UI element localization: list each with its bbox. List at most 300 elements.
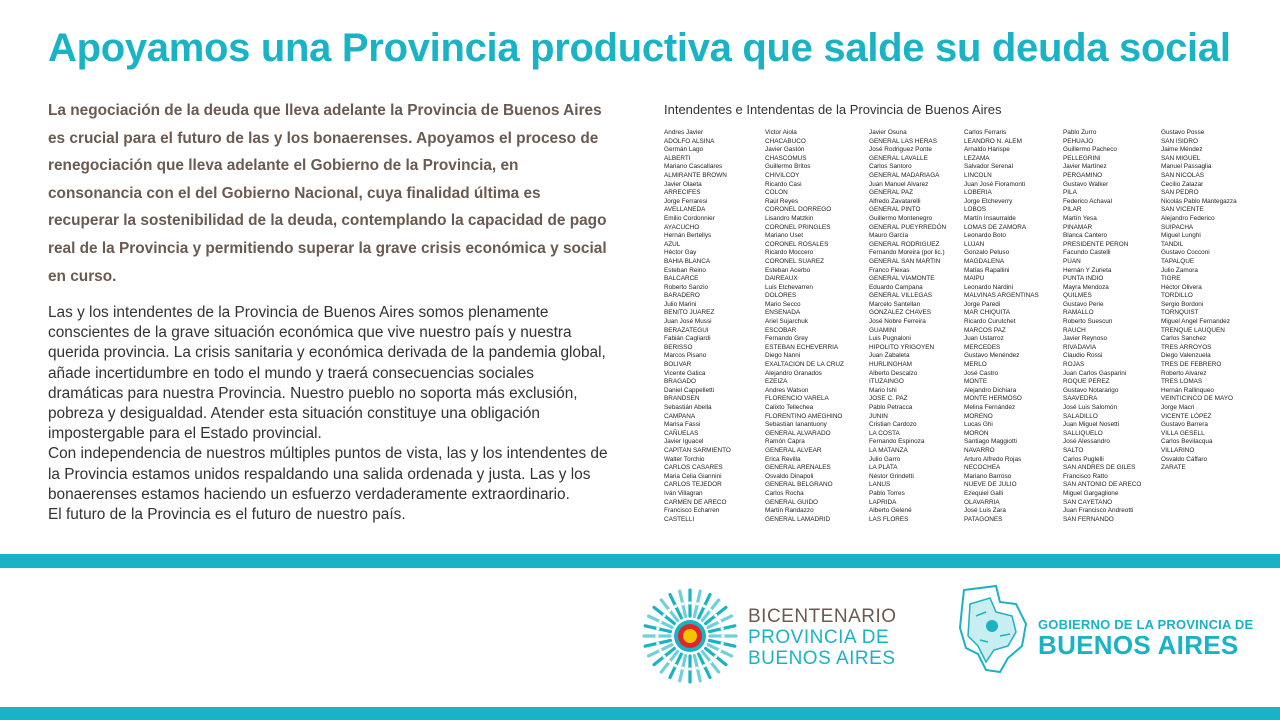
municipality-name: LA COSTA [869, 429, 900, 437]
body-paragraph-2: Con independencia de nuestros múltiples puntos de vista, las y los intendentes de la Provincia estamos unidos respaldando una salida ordenada y justa. Las y los bonaerenses estamos haciendo un esfuerzo verdaderamente extraordinario. [48, 445, 608, 503]
municipality-name: TRES ARROYOS [1161, 343, 1212, 351]
municipality-name: CHACABUCO [765, 137, 806, 145]
mayor-name: Fabián Cagliardi [664, 335, 711, 343]
municipality-name: SALLIQUELO [1063, 429, 1103, 437]
mayor-name: José Luis Zara [964, 507, 1006, 515]
mayor-name: José Alessandro [1063, 438, 1110, 446]
mayor-name: Osvaldo Dinapoli [765, 472, 814, 480]
mayor-name: Ricardo Curutchet [964, 318, 1016, 326]
mayor-name: Jaime Méndez [1161, 146, 1203, 154]
mayor-name: Ezequiel Galli [964, 489, 1004, 497]
municipality-name: GENERAL RODRIGUEZ [869, 240, 940, 248]
municipality-name: ROJAS [1063, 361, 1085, 369]
municipality-name: TANDIL [1161, 240, 1184, 248]
gobierno-line-2: BUENOS AIRES [1038, 630, 1239, 660]
municipality-name: RAUCH [1063, 326, 1086, 334]
municipality-name: ARRECIFES [664, 189, 701, 197]
mayor-name: Fernando Grey [765, 335, 808, 343]
mayor-name: Jorge Etcheverry [964, 197, 1013, 205]
mayor-name: Lucas Ghi [964, 421, 993, 429]
sun-ray-dot [656, 642, 659, 645]
sun-ray-dot [709, 660, 712, 663]
municipality-name: GENERAL SAN MARTIN [869, 257, 941, 265]
mayor-name: Mariano Barroso [964, 472, 1012, 480]
mayors-column-5 [1063, 129, 1141, 524]
mayor-name: Luis Pugnaloni [869, 335, 911, 343]
page-title: Apoyamos una Provincia productiva que salde su deuda social [48, 26, 1231, 70]
bicentenario-line-3: BUENOS AIRES [748, 648, 896, 669]
mayor-name: Melina Fernández [964, 404, 1016, 411]
municipality-name: SAN CAYETANO [1063, 498, 1113, 506]
municipality-name: ALBERTI [664, 154, 691, 162]
municipality-name: BOLIVAR [664, 361, 692, 369]
municipality-name: MONTE [964, 378, 988, 386]
municipality-name: SAN MIGUEL [1161, 154, 1201, 162]
sun-ray-dot [721, 634, 724, 637]
top-divider-band [0, 554, 1280, 568]
municipality-name: SAN FERNANDO [1063, 515, 1114, 523]
municipality-name: BALCARCE [664, 275, 699, 283]
municipality-name: SAAVEDRA [1063, 395, 1098, 403]
mayor-name: Marcelo Santellan [869, 300, 921, 308]
municipality-name: DAIREAUX [765, 275, 798, 283]
municipality-name: SAN VICENTE [1161, 206, 1204, 214]
mayor-name: Francisco Ratto [1063, 472, 1108, 480]
mayor-name: Mariano Cascallares [664, 163, 723, 171]
lead-paragraph: La negociación de la deuda que lleva adelante la Provincia de Buenos Aires es crucial para el futuro de las y los bonaerenses. Apoyamos el proceso de renegociación que lleva adelante el Gobierno de la Provincia, en consonancia con el del Gobierno Nacional, cuya finalidad última es recuperar la sostenibilidad de la deuda, contemplando la capacidad de pago real de la Provincia y permitiendo superar la grave crisis económica y social en curso. [48, 102, 607, 285]
sun-ray-dot [714, 655, 717, 658]
mayor-name: Claudio Rossi [1063, 352, 1103, 360]
mayor-name: José Nobre Ferreira [869, 318, 926, 326]
sun-ray-dot [696, 667, 699, 670]
mayor-name: Javier Reynoso [1063, 335, 1108, 343]
municipality-name: OLAVARRIA [964, 498, 1000, 506]
municipality-name: SALTO [1063, 446, 1084, 454]
mayor-name: Guillermo Pacheco [1063, 146, 1117, 154]
municipality-name: MERCEDES [964, 343, 1001, 351]
municipality-name: VEINTICINCO DE MAYO [1161, 395, 1233, 403]
mayor-name: Arturo Alfredo Rojas [964, 455, 1022, 463]
province-map-icon [956, 584, 1030, 676]
mayor-name: José Rodriguez Ponte [869, 146, 932, 154]
mayor-name: Mario Ishi [869, 386, 897, 394]
sun-ray-dot [663, 655, 666, 658]
municipality-name: LINCOLN [964, 171, 992, 179]
mayor-name: Walter Torchio [664, 455, 705, 463]
mayor-name: Gustavo Perie [1063, 300, 1104, 308]
municipality-name: ESCOBAR [765, 326, 797, 334]
municipality-name: MAR CHIQUITA [964, 309, 1011, 317]
mayor-name: Gustavo Posse [1161, 129, 1205, 136]
sun-ray-dot [721, 627, 724, 630]
mayor-name: Alberto Descalzo [869, 369, 918, 377]
mayor-name: Francisco Echarren [664, 507, 720, 515]
mayor-name: Leonardo Nardini [964, 283, 1014, 291]
mayor-name: Juan Miguel Nosetti [1063, 421, 1120, 429]
mayor-name: Juan José Mussi [664, 318, 712, 326]
municipality-name: COLON [765, 189, 788, 197]
municipality-name: CAÑUELAS [664, 429, 699, 437]
municipality-name: FLORENCIO VARELA [765, 395, 829, 403]
mayor-name: Osvaldo Cáffaro [1161, 455, 1208, 463]
municipality-name: SAN ANTONIO DE ARECO [1063, 481, 1142, 489]
sun-ray-dot [674, 605, 677, 608]
mayor-name: Eduardo Campana [869, 283, 923, 291]
municipality-name: PATAGONES [964, 515, 1003, 523]
mayor-name: Sebastián Abella [664, 404, 712, 411]
mayor-name: Juan Zabaleta [869, 352, 910, 360]
municipality-name: GENERAL PUEYRREDÓN [869, 223, 947, 231]
mayor-name: Alejandro Granados [765, 369, 822, 377]
sun-ray-dot [709, 609, 712, 612]
mayor-name: Julio Garro [869, 455, 901, 463]
municipality-name: LA PLATA [869, 464, 898, 472]
mayor-name: Javier Gastón [765, 146, 805, 154]
municipality-name: TRES LOMAS [1161, 378, 1203, 386]
municipality-name: SAN ANDRES DE GILES [1063, 464, 1136, 472]
municipality-name: ENSENADA [765, 309, 801, 317]
mayor-name: Gustavo Cocconi [1161, 249, 1210, 257]
municipality-name: PRESIDENTE PERON [1063, 240, 1129, 248]
municipality-name: TRES DE FEBRERO [1161, 361, 1222, 369]
municipality-name: SUIPACHA [1161, 223, 1194, 231]
sun-ray-dot [681, 602, 684, 605]
municipality-name: SAN ISIDRO [1161, 137, 1198, 145]
mayor-name: Ariel Sujarchuk [765, 318, 808, 326]
mayor-name: Miguel Gargaglione [1063, 489, 1119, 497]
municipality-name: NAVARRO [964, 446, 995, 454]
mayor-name: Sergio Bordoni [1161, 300, 1204, 308]
mayor-name: Gustavo Barrera [1161, 421, 1208, 429]
mayor-name: Javier Olaeta [664, 180, 702, 188]
mayors-list [664, 129, 1264, 534]
bicentenario-sun-icon [640, 586, 740, 686]
mayor-name: Jorge Ferraresi [664, 197, 708, 205]
municipality-name: GENERAL LAMADRID [765, 515, 831, 523]
municipality-name: JOSE C. PAZ [869, 395, 908, 403]
sun-ray-dot [688, 667, 691, 670]
mayor-name: Marisa Fassi [664, 421, 701, 429]
municipality-name: PUAN [1063, 257, 1081, 265]
municipality-name: PERGAMINO [1063, 171, 1103, 179]
municipality-name: DOLORES [765, 292, 797, 300]
mayor-name: Diego Valenzuela [1161, 352, 1211, 360]
municipality-name: LEZAMA [964, 154, 990, 162]
municipality-name: LEANDRO N. ALEM [964, 137, 1022, 145]
mayor-name: Martín Randazzo [765, 507, 814, 515]
municipality-name: CHIVILCOY [765, 171, 800, 179]
mayor-name: Cecilio Zalazar [1161, 180, 1204, 188]
municipality-name: GENERAL MADARIAGA [869, 171, 940, 179]
municipality-name: CAPITAN SARMIENTO [664, 446, 731, 454]
municipality-name: CAMPANA [664, 412, 696, 420]
municipality-name: CORONEL DORREGO [765, 206, 832, 214]
municipality-name: GENERAL GUIDO [765, 498, 819, 506]
municipality-name: BERISSO [664, 343, 693, 351]
mayor-name: Erica Revilla [765, 455, 801, 463]
municipality-name: ROQUE PEREZ [1063, 378, 1110, 386]
municipality-name: MONTE HERMOSO [964, 395, 1022, 403]
sun-ray-dot [655, 634, 658, 637]
mayor-name: Juan José Fioramonti [964, 180, 1026, 188]
municipality-name: TAPALQUE [1161, 257, 1195, 265]
mayor-name: Daniel Cappelletti [664, 386, 715, 394]
municipality-name: TORDILLO [1161, 292, 1193, 300]
mayor-name: Calixto Tellechea [765, 404, 814, 411]
municipality-name: CORONEL ROSALES [765, 240, 829, 248]
sun-ray-dot [656, 627, 659, 630]
municipality-name: PILAR [1063, 206, 1082, 214]
mayor-name: Franco Flexas [869, 266, 910, 274]
municipality-name: BERAZATEGUI [664, 326, 709, 334]
mayor-name: Carlos Ferraris [964, 129, 1007, 136]
municipality-name: CARMEN DE ARECO [664, 498, 727, 506]
mayor-name: Alejandro Federico [1161, 214, 1215, 222]
municipality-name: BENITO JUAREZ [664, 309, 715, 317]
mayor-name: Roberto Alvarez [1161, 369, 1207, 377]
mayor-name: José Castro [964, 369, 999, 377]
municipality-name: CARLOS TEJEDOR [664, 481, 722, 489]
mayor-name: Andres Watson [765, 386, 809, 394]
mayor-name: Federico Achaval [1063, 197, 1113, 205]
mayor-name: Santiago Maggiotti [964, 438, 1017, 446]
municipality-name: LUJAN [964, 240, 985, 248]
sun-ray-dot [668, 609, 671, 612]
mayor-name: Luis Etchevarren [765, 283, 813, 291]
sun-ray-dot [681, 667, 684, 670]
municipality-name: TRENQUE LAUQUEN [1161, 326, 1225, 334]
mayor-name: Arnaldo Harispe [964, 146, 1010, 154]
bicentenario-line-1: BICENTENARIO [748, 606, 897, 627]
mayor-name: Héctor Gay [664, 249, 697, 257]
mayor-name: Jorge Paredi [964, 300, 1001, 308]
mayor-name: Manuel Passaglia [1161, 163, 1212, 171]
mayors-list-title: Intendentes e Intendentas de la Provincia de Buenos Aires [664, 102, 1002, 117]
mayor-name: Salvador Serenal [964, 163, 1014, 171]
municipality-name: RIVADAVIA [1063, 343, 1097, 351]
mayor-name: Héctor Olivera [1161, 283, 1202, 291]
municipality-name: EXALTACION DE LA CRUZ [765, 361, 844, 369]
municipality-name: AZUL [664, 240, 681, 248]
mayor-name: Javier Iguacel [664, 438, 704, 446]
mayor-name: Hernán Y Zurieta [1063, 266, 1112, 274]
municipality-name: HURLINGHAM [869, 361, 912, 369]
mayor-name: Carlos Bevilacqua [1161, 438, 1213, 446]
mayor-name: Emilio Cordonnier [664, 214, 715, 222]
municipality-name: BRAGADO [664, 378, 696, 386]
mayor-name: Gustavo Menéndez [964, 352, 1020, 360]
mayor-name: Julio Zamora [1161, 266, 1198, 274]
mayor-name: Esteban Reino [664, 266, 706, 274]
municipality-name: GENERAL PINTO [869, 206, 921, 214]
municipality-name: GENERAL BELGRANO [765, 481, 833, 489]
mayor-name: Iván Villagran [664, 489, 703, 497]
municipality-name: GENERAL PAZ [869, 189, 914, 197]
mayor-name: Fernando Moreira (por lic.) [869, 249, 945, 257]
municipality-name: CORONEL PRINGLES [765, 223, 831, 231]
mayor-name: Néstor Grindetti [869, 472, 914, 480]
municipality-name: SAN NICOLAS [1161, 171, 1204, 179]
municipality-name: LOBERIA [964, 189, 992, 197]
sun-ray-dot [703, 605, 706, 608]
mayor-name: Gustavo Walker [1063, 180, 1109, 188]
mayor-name: Blanca Cantero [1063, 232, 1108, 240]
municipality-name: BARADERO [664, 292, 700, 300]
municipality-name: PEHUAJO [1063, 137, 1094, 145]
mayor-name: Ramón Capra [765, 438, 805, 446]
municipality-name: CORONEL SUAREZ [765, 257, 825, 265]
municipality-name: GUAMINI [869, 326, 897, 334]
municipality-name: ALMIRANTE BROWN [664, 171, 727, 179]
municipality-name: RAMALLO [1063, 309, 1094, 317]
municipality-name: AVELLANEDA [664, 206, 706, 214]
mayors-column-3 [869, 129, 946, 524]
sun-ray-dot [714, 614, 717, 617]
municipality-name: SAN PEDRO [1161, 189, 1199, 197]
mayor-name: Mario Secco [765, 300, 801, 308]
mayor-name: Juan Ustarroz [964, 335, 1004, 343]
mayor-name: Vicente Gatica [664, 369, 706, 377]
municipality-name: LAS FLORES [869, 515, 909, 523]
gobierno-logo-text [1038, 617, 1253, 658]
mayor-name: Cristian Cardozo [869, 421, 917, 429]
mayor-name: Gonzalo Peluso [964, 249, 1010, 257]
mayor-name: Javier Osuna [869, 129, 907, 136]
mayor-name: Mauro García [869, 232, 909, 240]
municipality-name: MAIPU [964, 275, 985, 283]
mayor-name: Guillermo Montenegro [869, 214, 933, 222]
municipality-name: GENERAL LAS HERAS [869, 137, 937, 145]
municipality-name: AYACUCHO [664, 223, 700, 231]
body-text [48, 303, 608, 525]
municipality-name: PUNTA INDIO [1063, 275, 1104, 283]
municipality-name: PINAMAR [1063, 223, 1093, 231]
sun-ray-dot [703, 664, 706, 667]
sun-ray-dot [663, 614, 666, 617]
municipality-name: GENERAL VIAMONTE [869, 275, 935, 283]
mayor-name: Miguel Lunghi [1161, 232, 1201, 240]
sun-ray-dot [696, 602, 699, 605]
municipality-name: EZEIZA [765, 378, 788, 386]
mayor-name: Juan Manuel Alvarez [869, 180, 929, 188]
mayors-column-2 [765, 129, 844, 524]
mayor-name: Leonardo Boto [964, 232, 1006, 240]
mayor-name: Alberto Gelené [869, 507, 912, 515]
municipality-name: VILLARINO [1161, 446, 1195, 454]
municipality-name: GENERAL ALVEAR [765, 446, 822, 454]
mayor-name: Pablo Zurro [1063, 129, 1097, 136]
municipality-name: ESTEBAN ECHEVERRIA [765, 343, 839, 351]
municipality-name: MORENO [964, 412, 993, 420]
sun-ray-dot [688, 601, 691, 604]
sun-ray-dot [721, 642, 724, 645]
municipality-name: GENERAL VILLEGAS [869, 292, 932, 300]
mayor-name: Roberto Sanzio [664, 283, 709, 291]
mayor-name: Fernando Espinoza [869, 438, 925, 446]
municipality-name: FLORENTINO AMEGHINO [765, 412, 843, 420]
mayor-name: Mayra Mendoza [1063, 283, 1109, 291]
municipality-name: LOBOS [964, 206, 987, 214]
mayor-name: Carlos Puglelli [1063, 455, 1104, 463]
mayor-name: Mariano Uset [765, 232, 804, 240]
mayor-name: Martín Yesa [1063, 214, 1097, 222]
municipality-name: LANUS [869, 481, 891, 489]
municipality-name: MERLO [964, 361, 987, 369]
municipality-name: VICENTE LÓPEZ [1161, 412, 1212, 420]
mayor-name: Sebastian Ianantuony [765, 421, 827, 429]
body-paragraph-3: El futuro de la Provincia es el futuro de nuestro país. [48, 506, 406, 524]
mayor-name: Javier Martínez [1063, 163, 1107, 171]
mayor-name: Roberto Suescun [1063, 318, 1113, 326]
municipality-name: NUEVE DE JULIO [964, 481, 1017, 489]
mayor-name: Matías Rapallini [964, 266, 1010, 274]
gobierno-line-1: GOBIERNO DE LA PROVINCIA DE [1038, 617, 1254, 632]
municipality-name: LA MATANZA [869, 446, 908, 454]
mayors-column-6 [1161, 129, 1237, 473]
municipality-name: JUNIN [869, 412, 888, 420]
mayor-name: Miguel Angel Fernandez [1161, 318, 1230, 326]
sun-ray-dot [659, 620, 662, 623]
municipality-name: SALADILLO [1063, 412, 1098, 420]
bicentenario-line-2: PROVINCIA DE [748, 627, 890, 648]
municipality-name: ZARATE [1161, 464, 1186, 472]
mayor-name: Germán Lago [664, 146, 704, 154]
municipality-name: BRANDSEN [664, 395, 700, 403]
body-paragraph-1: Las y los intendentes de la Provincia de Buenos Aires somos plenamente conscientes de la grave situación económica que vive nuestro país y nuestra querida provincia. La crisis sanitaria y económica derivada de la pandemia global, añade incertidumbre en todo el mundo y traerá consecuencias sociales dramáticas para nuestra Provincia. Nuestro pueblo no soporta más exclusión, pobreza y desigualdad. Atender esta situación constituye una obligación impostergable para el Estado provincial. [48, 304, 606, 443]
mayors-column-4 [964, 129, 1039, 524]
sun-ray-dot [674, 664, 677, 667]
mayor-name: Juan Carlos Gasparini [1063, 369, 1127, 377]
municipality-name: LAPRIDA [869, 498, 897, 506]
mayor-name: Esteban Acerbo [765, 266, 811, 274]
mayor-name: Juan Francisco Andreotti [1063, 507, 1134, 515]
municipality-name: GENERAL LAVALLE [869, 154, 928, 162]
mayor-name: Alfredo Zavatarelli [869, 197, 921, 205]
municipality-name: CARLOS CASARES [664, 464, 723, 472]
mayor-name: Diego Nanni [765, 352, 801, 360]
mayor-name: Lisandro Matzkin [765, 214, 814, 222]
bicentenario-logo-text [748, 606, 897, 669]
mayor-name: Victor Aiola [765, 129, 797, 136]
mayor-name: Hernán Bertellys [664, 232, 712, 240]
municipality-name: CASTELLI [664, 515, 695, 523]
mayor-name: Gustavo Notararigo [1063, 386, 1119, 394]
municipality-name: PELLEGRINI [1063, 154, 1101, 162]
mayor-name: Hernán Rallinqueo [1161, 386, 1214, 394]
municipality-name: PILA [1063, 189, 1077, 197]
municipality-name: BAHIA BLANCA [664, 257, 711, 265]
mayor-name: Alejandro Dichiara [964, 386, 1017, 394]
municipality-name: MARCOS PAZ [964, 326, 1006, 334]
mayor-name: Andres Javier [664, 129, 704, 136]
municipality-name: GENERAL ALVARADO [765, 429, 831, 437]
municipality-name: QUILMES [1063, 292, 1092, 300]
municipality-name: MAGDALENA [964, 257, 1005, 265]
municipality-name: ADOLFO ALSINA [664, 137, 715, 145]
mayor-name: Julio Marini [664, 300, 697, 308]
mayor-name: Carlos Santoro [869, 163, 912, 171]
mayor-name: Ricardo Casi [765, 180, 802, 188]
sun-ray-dot [718, 649, 721, 652]
mayor-name: Pablo Torres [869, 489, 905, 497]
mayor-name: Marcos Pisano [664, 352, 707, 360]
mayor-name: Martín Insaurralde [964, 214, 1016, 222]
sun-ray-dot [659, 649, 662, 652]
mayor-name: Guillermo Britos [765, 163, 811, 171]
municipality-name: MORON [964, 429, 989, 437]
municipality-name: HIPOLITO YRIGOYEN [869, 343, 935, 351]
municipality-name: GONZALEZ CHAVES [869, 309, 932, 317]
